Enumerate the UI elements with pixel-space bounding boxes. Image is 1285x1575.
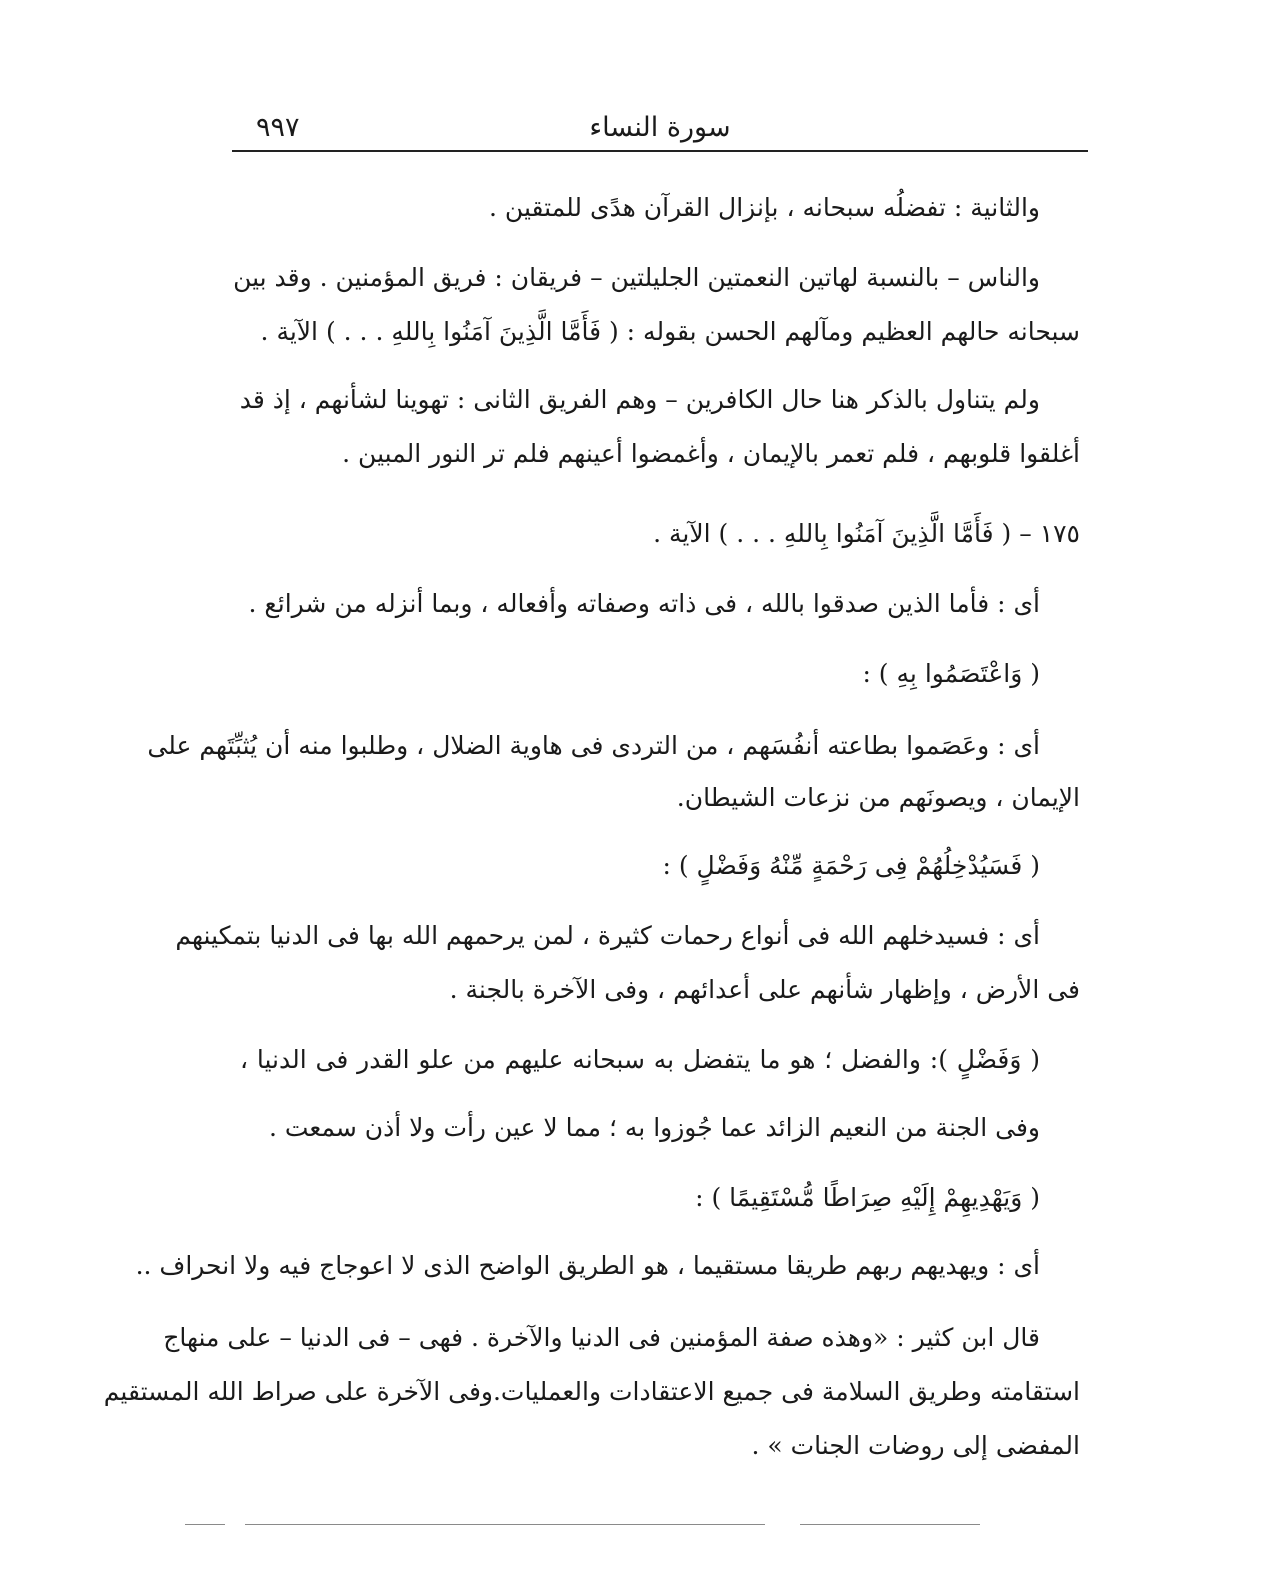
text-line: أى : فأما الذين صدقوا بالله ، فى ذاته وصفاته وأفعاله ، وبما أنزله من شرائع . <box>248 589 1040 618</box>
header-divider <box>232 150 1088 152</box>
text-line: ولم يتناول بالذكر هنا حال الكافرين – وهم الفريق الثانى : تهوينا لشأنهم ، إذ قد <box>239 385 1040 414</box>
text-line: ( وَفَضْلٍ ): والفضل ؛ هو ما يتفضل به سبحانه عليهم من علو القدر فى الدنيا ، <box>240 1045 1040 1074</box>
text-line: أى : ويهديهم ربهم طريقا مستقيما ، هو الطريق الواضح الذى لا اعوجاج فيه ولا انحراف .. <box>135 1251 1040 1280</box>
text-line: الإيمان ، ويصونَهم من نزعات الشيطان. <box>676 783 1080 812</box>
text-line: قال ابن كثير : «وهذه صفة المؤمنين فى الدنيا والآخرة . فهى – فى الدنيا – على منهاج <box>163 1323 1040 1352</box>
verse-quote: ( وَاعْتَصَمُوا بِهِ ) : <box>862 659 1040 688</box>
verse-quote: ( وَيَهْدِيهِمْ إِلَيْهِ صِرَاطًا مُّسْتَقِيمًا ) : <box>695 1183 1040 1212</box>
text-line: المفضى إلى روضات الجنات » . <box>751 1431 1080 1460</box>
text-line: أى : وعَصَموا بطاعته أنفُسَهم ، من التردى فى هاوية الضلال ، وطلبوا منه أن يُثبِّتَهم على <box>147 731 1040 760</box>
surah-title: سورة النساء <box>589 112 731 143</box>
page-header <box>232 112 1088 148</box>
text-line: والناس – بالنسبة لهاتين النعمتين الجليلتين – فريقان : فريق المؤمنين . وقد بين <box>233 263 1040 292</box>
text-line: أى : فسيدخلهم الله فى أنواع رحمات كثيرة ، لمن يرحمهم الله بها فى الدنيا بتمكينهم <box>175 921 1040 950</box>
text-line: سبحانه حالهم العظيم ومآلهم الحسن بقوله : ( فَأَمَّا الَّذِينَ آمَنُوا بِاللهِ . . . ) الآية . <box>260 317 1080 346</box>
text-line: والثانية : تفضلُه سبحانه ، بإنزال القرآن هدًى للمتقين . <box>489 193 1040 222</box>
text-line: استقامته وطريق السلامة فى جميع الاعتقادات والعمليات.وفى الآخرة على صراط الله المستقيم <box>103 1377 1080 1406</box>
verse-quote: ( فَسَيُدْخِلُهُمْ فِى رَحْمَةٍ مِّنْهُ وَفَضْلٍ ) : <box>662 851 1040 880</box>
page-number: ٩٩٧ <box>256 112 300 143</box>
text-line: وفى الجنة من النعيم الزائد عما جُوزوا به ؛ مما لا عين رأت ولا أذن سمعت . <box>268 1113 1040 1142</box>
text-line: أغلقوا قلوبهم ، فلم تعمر بالإيمان ، وأغمضوا أعينهم فلم تر النور المبين . <box>342 439 1080 468</box>
verse-heading: ١٧٥ – ( فَأَمَّا الَّذِينَ آمَنُوا بِاللهِ . . . ) الآية . <box>653 519 1080 548</box>
text-line: فى الأرض ، وإظهار شأنهم على أعدائهم ، وفى الآخرة بالجنة . <box>449 975 1080 1004</box>
footer-divider <box>245 1524 765 1525</box>
footer-divider <box>185 1524 225 1525</box>
footer-divider <box>800 1524 980 1525</box>
